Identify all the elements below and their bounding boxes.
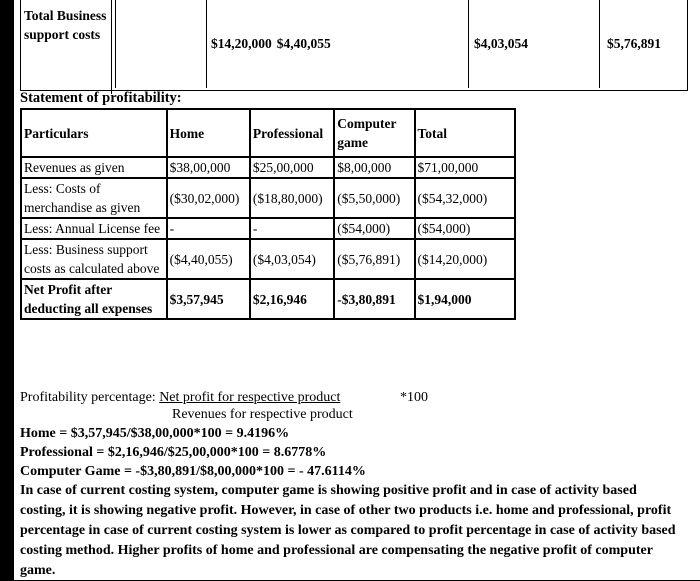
table-row [21,218,515,239]
cell-professional: $2,16,946 [250,279,334,319]
formula-multiplier: *100 [400,390,428,405]
row-label: Less: Costs of merchandise as given [21,178,167,218]
cell-professional: ($4,03,054) [250,239,334,279]
cell-total: ($54,000) [415,218,515,239]
cell-computer-game: $8,00,000 [334,157,414,178]
cell-professional: $25,00,000 [250,157,334,178]
formula-prefix: Profitability percentage: [20,390,156,405]
statement-of-profitability-title: Statement of profitability: [20,90,182,106]
conclusion-paragraph: In case of current costing system, computer game is showing positive profit and in case of activity based costing, it is showing negative profit. However, in case of other two products i.e. home and professional, profit percentage in case of current costing system is lower as compared to profit percentage in case of activity based costing method. Higher profits of home and professional are compensating the negative profit of computer game. [20,483,676,578]
home-support-cost-value: $4,40,055 [276,36,331,51]
cell-computer-game: ($5,76,891) [334,239,414,279]
header-total: Total [415,109,515,157]
cell-home: ($30,02,000) [167,178,250,218]
table-row [21,157,515,178]
professional-percentage: Professional = $2,16,946/$25,00,000*100 = 8.6778% [20,445,327,460]
total-and-home-cell [207,0,469,88]
computer-game-percentage: Computer Game = -$3,80,891/$8,00,000*100 = - 47.6114% [20,464,366,479]
cell-home: ($4,40,055) [167,239,250,279]
header-particulars: Particulars [21,109,167,157]
home-percentage: Home = $3,57,945/$38,00,000*100 = 9.4196% [20,426,290,441]
cell-total: $1,94,000 [415,279,515,319]
cell-total: $71,00,000 [415,157,515,178]
cell-home: - [167,218,250,239]
professional-support-cost-cell [470,0,600,88]
row-label: Net Profit after deducting all expenses [21,279,167,319]
formula-numerator: Net profit for respective product [159,390,341,405]
cell-computer-game: -$3,80,891 [334,279,414,319]
header-computer-game: Computer game [334,109,414,157]
profitability-table [20,108,516,320]
profitability-formula [20,388,684,424]
cell-total: ($54,32,000) [415,178,515,218]
table-row [21,279,515,319]
empty-cell [116,0,207,88]
cell-home: $3,57,945 [167,279,250,319]
cell-professional: - [250,218,334,239]
cell-computer-game: ($54,000) [334,218,414,239]
professional-support-cost-value: $4,03,054 [474,36,528,51]
header-professional: Professional [250,109,334,157]
cell-professional: ($18,80,000) [250,178,334,218]
table-row [21,178,515,218]
table-header-row [21,109,515,157]
row-label: Less: Annual License fee [21,218,167,239]
row-label: Revenues as given [21,157,167,178]
cell-home: $38,00,000 [167,157,250,178]
document-page [14,0,700,580]
computer-game-support-cost-value: $5,76,891 [607,36,661,51]
cell-computer-game: ($5,50,000) [334,178,414,218]
header-home: Home [167,109,250,157]
row-label: Less: Business support costs as calculated above [21,239,167,279]
profitability-notes [20,388,684,581]
total-support-cost-value: $14,20,000 [211,36,272,51]
table-row [21,239,515,279]
total-business-support-costs-label: Total Business support costs [21,0,112,94]
computer-game-support-cost-cell [601,0,687,88]
business-support-costs-row [20,0,688,91]
cell-total: ($14,20,000) [415,239,515,279]
formula-denominator: Revenues for respective product [172,407,353,422]
